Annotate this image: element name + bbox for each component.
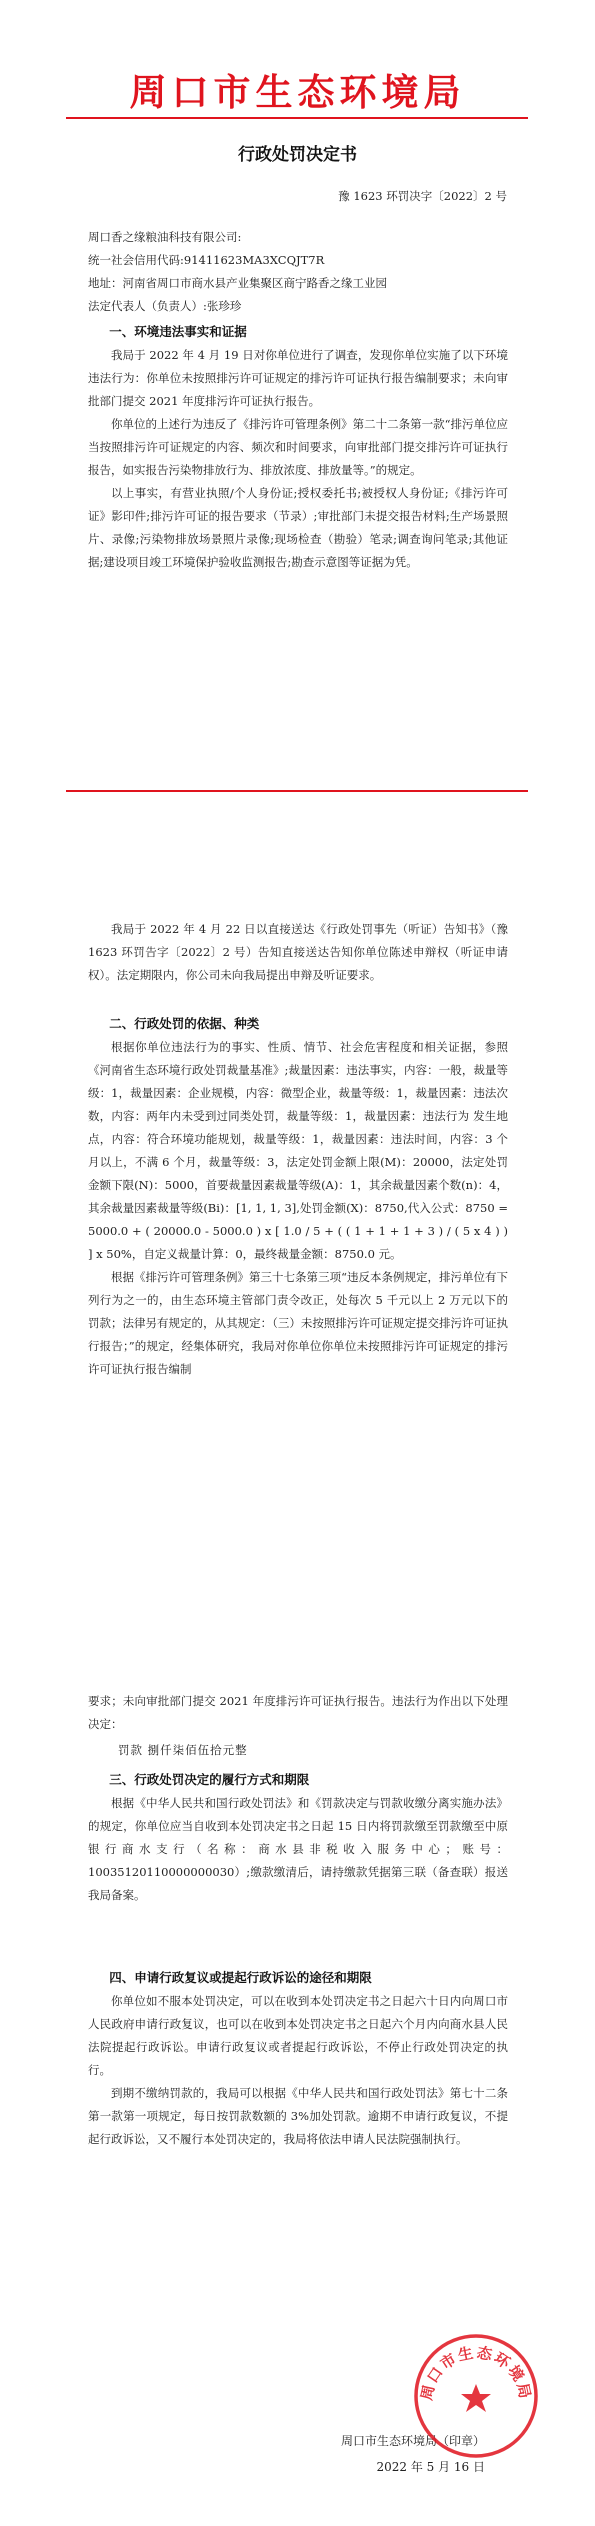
section-2-heading: 二、行政处罚的依据、种类 <box>109 1016 260 1031</box>
svg-text:周口市生态环境局: 周口市生态环境局 <box>417 2343 535 2402</box>
section-2-continued: 要求；未向审批部门提交 2021 年度排污许可证执行报告。违法行为作出以下处理决定： <box>88 1694 508 1731</box>
section-penalty-basis <box>88 1012 508 1381</box>
section-1-paragraph: 以上事实，有营业执照/个人身份证;授权委托书;被授权人身份证;《排污许可证》影印件;排污许可证的报告要求（节录）;审批部门未提交报告材料;生产场景照片、录像;污染物排放场景照片录像;现场检查（勘验）笔录;调查询问笔录;其他证据;建设项目竣工环境保护验收监测报告;勘查示意图等证据为凭。 <box>88 486 508 569</box>
party-company: 周口香之缘粮油科技有限公司: <box>88 230 242 244</box>
signature-org: 周口市生态环境局（印章） <box>340 2434 485 2448</box>
section-3-paragraph: 根据《中华人民共和国行政处罚法》和《罚款决定与罚款收缴分离实施办法》的规定，你单位应当自收到本处罚决定书之日起 15 日内将罚款缴至罚款缴至中原银行商水支行（名称：商水县非税收入服务中心；账号：10035120110000000030）;缴款缴清后，请持缴款凭据第三联（备查联）报送我局备案。 <box>88 1796 508 1902</box>
section-notice <box>88 918 508 987</box>
section-appeal <box>88 1966 508 2151</box>
section-4-paragraph: 到期不缴纳罚款的，我局可以根据《中华人民共和国行政处罚法》第七十二条第一款第一项规定，每日按罚款数额的 3%加处罚款。逾期不申请行政复议，不提起行政诉讼，又不履行本处罚决定的，我局将依法申请人民法院强制执行。 <box>88 2086 508 2146</box>
section-performance <box>88 1768 508 1907</box>
agency-header: 周口市生态环境局 <box>129 71 466 114</box>
section-2-paragraph: 根据你单位违法行为的事实、性质、情节、社会危害程度和相关证据，参照《河南省生态环境行政处罚裁量基准》;裁量因素：违法事实，内容：一般，裁量等级：1，裁量因素：企业规模，内容：微型企业，裁量等级：1，裁量因素：违法次数，内容：两年内未受到过同类处罚，裁量等级：1，裁量因素：违法行为 发生地点，内容：符合环境功能规划，裁量等级：1，裁量因素：违法时间，内容：3 个月以上，不满 6 个月，裁量等级：3，法定处罚金额上限(M)：20000，法定处罚金额下限(N)：5000，首要裁量因素裁量等级(A)：1，其余裁量因素个数(n)：4，其余裁量因素裁量等级(Bi)：[1, 1, 1, 3],处罚金额(X)：8750,代入公式：8750 = 5000.0 + ( 20000.0 - 5000.0 ) x [ 1.0 / 5 + ( ( 1 + 1 + 1 + 3 ) / ( 5 x 4 ) ) ] x 50%，自定义裁量计算：0，最终裁量金额：8750.0 元。 <box>88 1040 508 1261</box>
document-number: 豫 1623 环罚决字〔2022〕2 号 <box>338 189 507 203</box>
section-violation-facts <box>88 320 508 574</box>
party-credit-code: 统一社会信用代码:91411623MA3XCQJT7R <box>88 253 325 267</box>
penalty-amount: 罚款 捌仟柒佰伍拾元整 <box>118 1743 248 1757</box>
section-4-paragraph: 你单位如不服本处罚决定，可以在收到本处罚决定书之日起六十日内向周口市人民政府申请行政复议，也可以在收到本处罚决定书之日起六个月内向商水县人民法院提起行政诉讼。申请行政复议或者提起行政诉讼，不停止行政处罚决定的执行。 <box>88 1994 508 2077</box>
section-penalty-decision <box>88 1690 508 1736</box>
section-1-paragraph: 你单位的上述行为违反了《排污许可管理条例》第二十二条第一款“排污单位应当按照排污许可证规定的内容、频次和时间要求，向审批部门提交排污许可证执行报告，如实报告污染物排放行为、排放浓度、排放量等。”的规定。 <box>88 417 508 477</box>
section-4-heading: 四、申请行政复议或提起行政诉讼的途径和期限 <box>109 1970 372 1985</box>
section-2-paragraph: 根据《排污许可管理条例》第三十七条第三项“违反本条例规定，排污单位有下列行为之一的，由生态环境主管部门责令改正，处每次 5 千元以上 2 万元以下的罚款；法律另有规定的，从其规定：（三）未按照排污许可证规定提交排污许可证执行报告；”的规定，经集体研究，我局对你单位你单位未按照排污许可证规定的排污许可证执行报告编制 <box>88 1270 508 1376</box>
party-address: 地址：河南省周口市商水县产业集聚区商宁路香之缘工业园 <box>88 276 387 290</box>
page-break-rule <box>66 790 528 792</box>
party-info <box>88 226 508 318</box>
section-1-heading: 一、环境违法事实和证据 <box>109 324 247 339</box>
document-title: 行政处罚决定书 <box>238 145 357 165</box>
signature-date: 2022 年 5 月 16 日 <box>376 2460 485 2474</box>
header-rule <box>66 117 528 119</box>
section-1-paragraph: 我局于 2022 年 4 月 19 日对你单位进行了调查，发现你单位实施了以下环境违法行为：你单位未按照排污许可证规定的排污许可证执行报告编制要求；未向审批部门提交 2021 年度排污许可证执行报告。 <box>88 348 508 408</box>
official-seal-icon <box>412 2332 540 2460</box>
party-legal-rep: 法定代表人（负责人）:张珍珍 <box>88 299 242 313</box>
notice-paragraph: 我局于 2022 年 4 月 22 日以直接送达《行政处罚事先（听证）告知书》（豫 1623 环罚告字〔2022〕2 号）告知直接送达告知你单位陈述申辩权（听证申请权）。法定期限内，你公司未向我局提出申辩及听证要求。 <box>88 922 508 982</box>
section-3-heading: 三、行政处罚决定的履行方式和期限 <box>109 1772 310 1787</box>
